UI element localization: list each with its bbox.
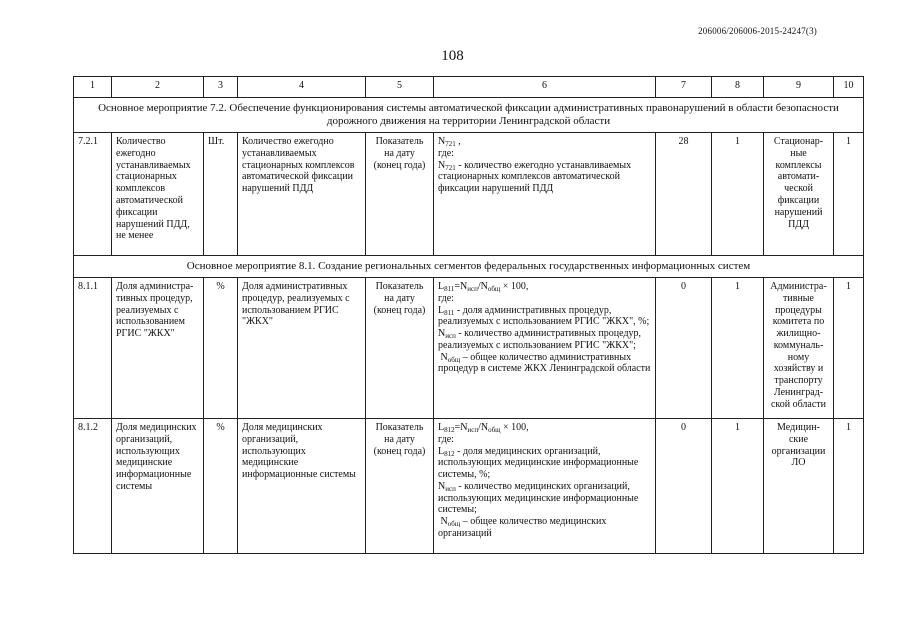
formula-l-desc-subscript: 812: [444, 449, 455, 458]
formula-l-symbol: L: [438, 445, 445, 457]
column-header: 5: [366, 77, 434, 98]
formula-desc-subscript: 721: [445, 163, 456, 172]
value-col7: 28: [656, 132, 712, 255]
indicator-definition: Доля административных процедур, реализуемых с использованием РГИС "ЖКХ": [238, 277, 366, 418]
source-cell: Медицин-ские организации ЛО: [764, 418, 834, 553]
formula-n1-subscript: исп: [467, 425, 479, 434]
formula-eq: =N: [454, 280, 468, 292]
value-col7: 0: [656, 418, 712, 553]
formula-l-desc-subscript: 811: [444, 308, 455, 317]
unit-cell: %: [204, 277, 238, 418]
value-col10: 1: [834, 418, 864, 553]
formula-l-subscript: 812: [444, 425, 455, 434]
formula-where: где:: [438, 147, 454, 159]
row-number: 7.2.1: [74, 132, 112, 255]
value-col10: 1: [834, 277, 864, 418]
formula-symbol: N: [438, 135, 446, 147]
column-header: 4: [238, 77, 366, 98]
row-number: 8.1.1: [74, 277, 112, 418]
indicator-definition: Количество ежегодно устанавливаемых стационарных комплексов автоматической фиксации нарушений ПДД: [238, 132, 366, 255]
value-col8: 1: [712, 277, 764, 418]
period-cell: Показатель на дату (конец года): [366, 418, 434, 553]
column-header: 7: [656, 77, 712, 98]
value-col7: 0: [656, 277, 712, 418]
unit-cell: %: [204, 418, 238, 553]
column-header: 2: [112, 77, 204, 98]
formula-l-description: - доля административных процедур, реализуемых с использованием РГИС "ЖКХ", %;: [438, 304, 650, 328]
formula-desc-symbol: N: [438, 159, 446, 171]
formula-subscript: 721: [445, 139, 456, 148]
formula-slash: /N: [478, 421, 489, 433]
formula-description: - количество ежегодно устанавливаемых стационарных комплексов автоматической фиксации нарушений ПДД: [438, 159, 632, 195]
indicator-definition: Доля медицинских организаций, использующих медицинские информационные системы: [238, 418, 366, 553]
formula-l-symbol: L: [438, 304, 445, 316]
formula-n2-desc-subscript: общ: [447, 520, 461, 529]
formula-n2-desc-subscript: общ: [447, 355, 461, 364]
formula-n2-description: – общее количество административных процедур в системе ЖКХ Ленинградской области: [438, 351, 651, 375]
column-header: 1: [74, 77, 112, 98]
formula-slash: /N: [477, 280, 488, 292]
formula-n2-subscript: общ: [487, 284, 501, 293]
formula-n1-subscript: исп: [467, 284, 478, 293]
value-col10: 1: [834, 132, 864, 255]
formula-tail: × 100,: [500, 280, 529, 292]
column-header: 6: [434, 77, 656, 98]
section-title: Основное мероприятие 8.1. Создание региональных сегментов федеральных государственных информационных систем: [74, 255, 864, 277]
table-row: [74, 277, 864, 418]
formula-n2-subscript: общ: [488, 425, 501, 434]
value-col8: 1: [712, 132, 764, 255]
formula-cell: $L_{811}=N_{исп}/N_{общ} \times 100$, где: $L_{811}$ - доля административных процедур, реализуемых с использованием РГИС "ЖКХ", %; $N_{исп}$ - количество административных процедур, реализуемых с использованием РГИС "ЖКХ"; $N_{общ}$ – общее количество административных процедур в системе ЖКХ Ленинградской области: [434, 277, 656, 418]
formula-cell: [434, 132, 656, 255]
column-header: 10: [834, 77, 864, 98]
formula-tail: × 100,: [500, 421, 529, 433]
section-header-7-2: [74, 98, 864, 133]
period-cell: Показатель на дату (конец года): [366, 132, 434, 255]
formula-l: L: [438, 421, 445, 433]
source-cell: Стационар-ные комплексы автомати-ческой фиксации нарушений ПДД: [764, 132, 834, 255]
column-header: 3: [204, 77, 238, 98]
column-header: 8: [712, 77, 764, 98]
column-header: 9: [764, 77, 834, 98]
formula-where: где:: [438, 292, 454, 304]
period-cell: Показатель на дату (конец года): [366, 277, 434, 418]
table-row: [74, 418, 864, 553]
source-cell: Администра-тивные процедуры комитета по жилищно-коммуналь-ному хозяйству и транспорту Ленинград-ской области: [764, 277, 834, 418]
document-id: 206006/206006-2015-24247(3): [698, 26, 817, 36]
formula-n1-description: - количество административных процедур, реализуемых с использованием РГИС "ЖКХ";: [438, 328, 642, 351]
formula-n1-desc-subscript: исп: [445, 484, 456, 493]
table-row: [74, 132, 864, 255]
unit-cell: Шт.: [204, 132, 238, 255]
indicators-table: [73, 76, 864, 554]
section-title: Основное мероприятие 7.2. Обеспечение функционирования системы автоматической фиксации административных правонарушений в области безопасности дорожного движения на территории Ленинградской области: [74, 98, 864, 133]
indicator-name: Доля медицинских организаций, использующих медицинские информационные системы: [112, 418, 204, 553]
formula-l-description: - доля медицинских организаций, использующих медицинские информационные системы, %;: [438, 445, 639, 481]
section-header-8-1: [74, 255, 864, 277]
column-number-row: [74, 77, 864, 98]
indicator-name: Количество ежегодно устанавливаемых стационарных комплексов автоматической фиксации нарушений ПДД, не менее: [112, 132, 204, 255]
formula-n2-description: – общее количество медицинских организаций: [438, 516, 607, 540]
formula-eq: =N: [454, 421, 468, 433]
formula-l: L: [438, 280, 445, 292]
page-number: 108: [441, 48, 464, 64]
formula-where: где:: [438, 433, 454, 445]
indicator-name: Доля администра-тивных процедур, реализуемых с использованием РГИС "ЖКХ": [112, 277, 204, 418]
formula-suffix: ,: [455, 135, 461, 147]
formula-l-subscript: 811: [444, 284, 455, 293]
row-number: 8.1.2: [74, 418, 112, 553]
formula-cell: $L_{812}=N_{исп}/N_{общ} \times 100$, где: $L_{812}$ - доля медицинских организаций, использующих медицинские информационные системы, %; $N_{исп}$ - количество медицинских организаций, использующих медицинские информационные системы; $N_{общ}$ – общее количество медицинских организаций: [434, 418, 656, 553]
value-col8: 1: [712, 418, 764, 553]
formula-n1-desc-subscript: исп: [445, 332, 456, 341]
formula-n1-description: - количество медицинских организаций, использующих медицинские информационные системы;: [438, 480, 639, 516]
